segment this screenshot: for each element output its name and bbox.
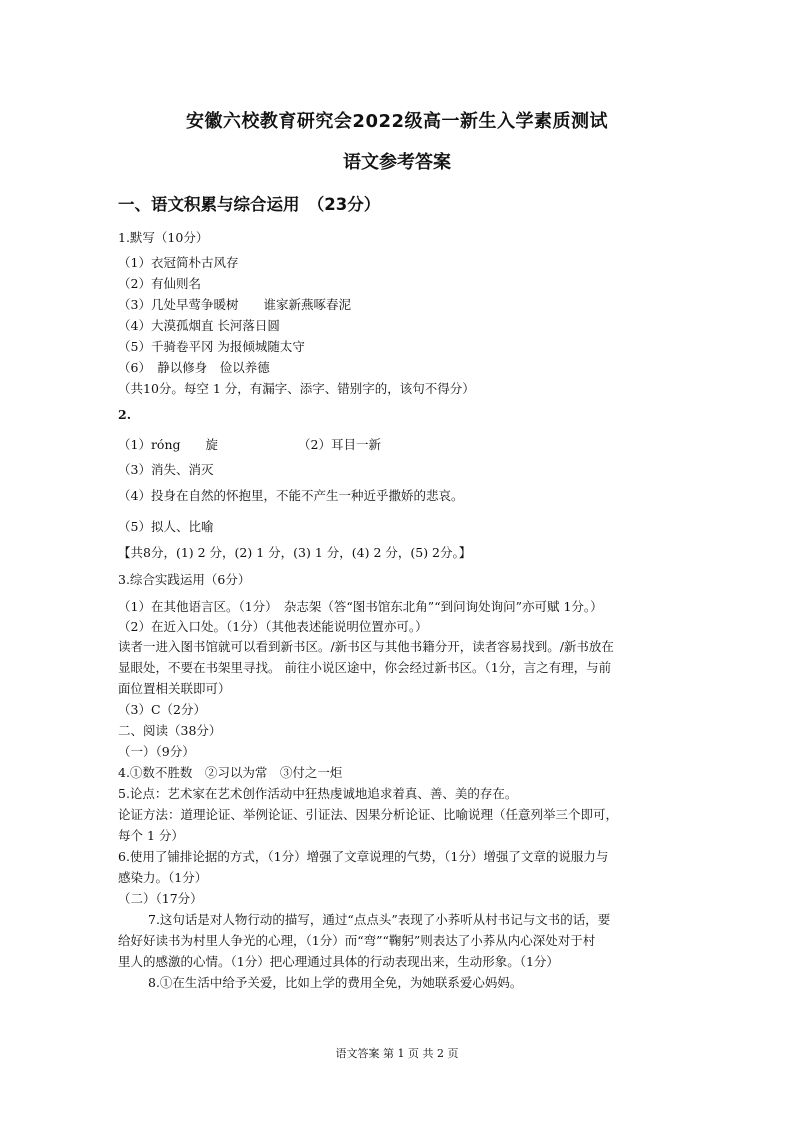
q5-methods: 论证方法：道理论证、举例论证、引证法、因果分析论证、比喻说理（任意列举三个即可， <box>118 807 619 822</box>
q7-answer-cont: 里人的感激的心情。（1分）把心理通过具体的行动表现出来，生动形象。（1分） <box>118 954 559 969</box>
q3-line: （1）在其他语言区。（1分） 杂志架（答“图书馆东北角”“到问询处询问”亦可赋 1分。） <box>118 599 603 614</box>
part-1-heading: （一）（9分） <box>118 744 195 759</box>
q1-line: （6） 静以修身 俭以养德 <box>118 360 270 375</box>
document-title: 安徽六校教育研究会2022级高一新生入学素质测试 <box>185 111 609 132</box>
q2-answer-3: （3）消失、消灭 <box>118 462 214 477</box>
section-1-heading: 一、语文积累与综合运用 （23分） <box>118 195 381 214</box>
document-subtitle: 语文参考答案 <box>343 152 451 173</box>
section-2-heading: 二、阅读（38分） <box>118 723 222 738</box>
q7-answer: 7.这句话是对人物行动的描写，通过“点点头”表现了小荞听从村书记与文书的话，要 <box>148 912 611 927</box>
q1-line: （5）千骑卷平冈 为报倾城随太守 <box>118 339 305 354</box>
q3-line: 读者一进入图书馆就可以看到新书区。/新书区与其他书籍分开，读者容易找到。/新书放在 <box>118 639 614 654</box>
q3-title: 3.综合实践运用（6分） <box>118 572 251 587</box>
q8-answer: 8.①在生活中给予关爱，比如上学的费用全免，为她联系爱心妈妈。 <box>148 975 523 990</box>
q2-answer-4: （4）投身在自然的怀抱里，不能不产生一种近乎撒娇的悲哀。 <box>118 488 464 503</box>
q2-answer-5: （5）拟人、比喻 <box>118 519 214 534</box>
q2-answer-2: （2）耳目一新 <box>298 437 381 452</box>
q3-line: 面位置相关联即可） <box>118 681 231 696</box>
q2-title: 2. <box>118 407 132 422</box>
q3-line: 显眼处，不要在书架里寻找。 前往小说区途中，你会经过新书区。（1分，言之有理，与前 <box>118 660 612 675</box>
q5-thesis: 5.论点：艺术家在艺术创作活动中狂热虔诚地追求着真、善、美的存在。 <box>118 786 518 801</box>
q2-answer-1: （1）róng 旋 <box>118 437 219 452</box>
q2-scoring-note: 【共8分，(1) 2 分，(2) 1 分，(3) 1 分，(4) 2 分，(5) 2分。】 <box>118 545 472 560</box>
q3-line: （3）C（2分） <box>118 702 206 717</box>
page-footer: 语文答案 第 1 页 共 2 页 <box>335 1047 459 1060</box>
q1-line: （3）几处早莺争暖树 谁家新燕啄春泥 <box>118 297 351 312</box>
q1-line: （4）大漠孤烟直 长河落日圆 <box>118 318 280 333</box>
q3-line: （2）在近入口处。（1分）（其他表述能说明位置亦可。） <box>118 619 428 634</box>
q7-answer-cont: 给好好读书为村里人争光的心理，（1分）而“弯”“鞠躬”则表达了小荞从内心深处对于村 <box>118 933 596 948</box>
q5-methods-cont: 每个 1 分） <box>118 828 184 843</box>
q6-answer-cont: 感染力。（1分） <box>118 870 208 885</box>
q1-scoring-note: （共10分。每空 1 分，有漏字、添字、错别字的，该句不得分） <box>118 381 475 396</box>
q6-answer: 6.使用了铺排论据的方式，（1分）增强了文章说理的气势，（1分）增强了文章的说服力与 <box>118 849 609 864</box>
q4-answer: 4.①数不胜数 ②习以为常 ③付之一炬 <box>118 765 343 780</box>
q1-title: 1.默写（10分） <box>118 230 209 245</box>
part-2-heading: （二）（17分） <box>118 891 203 906</box>
q1-line: （1）衣冠简朴古风存 <box>118 255 239 270</box>
q1-line: （2）有仙则名 <box>118 276 201 291</box>
